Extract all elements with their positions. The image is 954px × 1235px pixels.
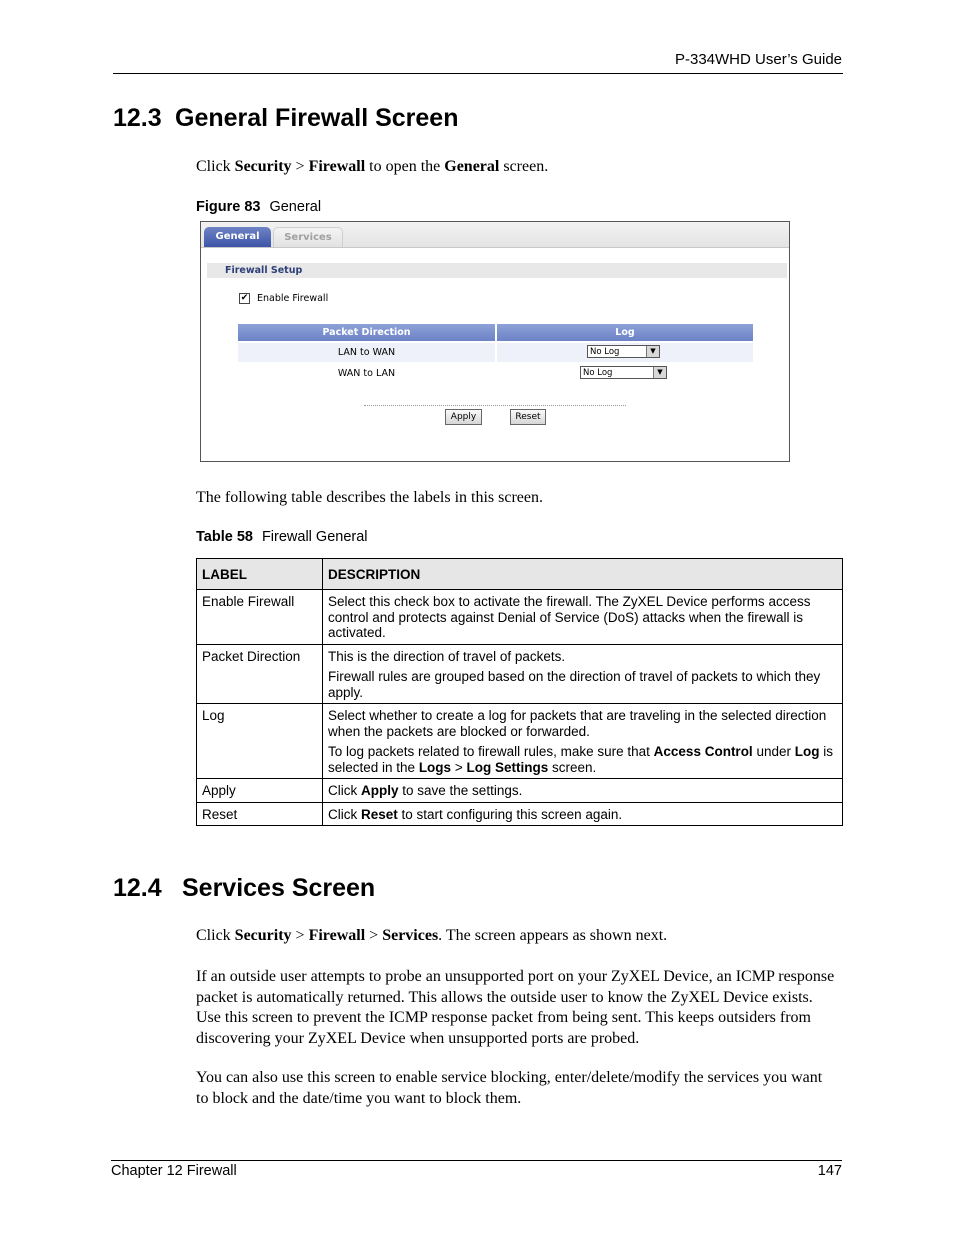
menu-security: Security (234, 927, 292, 944)
term-apply: Apply (361, 783, 399, 798)
text-run: under (752, 744, 795, 759)
figure-label: Figure 83 (196, 199, 261, 215)
table-row (197, 644, 843, 704)
header-rule (113, 73, 843, 74)
text-run: Click (328, 806, 361, 822)
screen-general: General (444, 158, 500, 175)
row-label: Reset (197, 802, 323, 826)
packet-direction-header: Packet Direction (238, 324, 495, 341)
direction-lan-to-wan: LAN to WAN (238, 343, 495, 362)
firewall-setup-header: Firewall Setup (207, 263, 787, 278)
text-run: Click (196, 927, 235, 944)
text-run: is selected in the (328, 744, 833, 775)
text-run: to start configuring this screen again. (397, 806, 623, 822)
menu-firewall: Firewall (308, 927, 366, 944)
tab-services[interactable]: Services (273, 227, 343, 247)
enable-firewall-label: Enable Firewall (257, 293, 329, 304)
select-value: No Log (583, 368, 613, 378)
row-description (323, 590, 843, 645)
footer-chapter: Chapter 12 Firewall (111, 1163, 237, 1179)
row-label: Enable Firewall (197, 590, 323, 645)
table-row (197, 779, 843, 803)
row-label: Apply (197, 779, 323, 803)
section-number: 12.3 (113, 104, 162, 132)
text-run: Click (196, 158, 235, 175)
term-reset: Reset (361, 806, 398, 822)
text-run: . The screen appears as shown next. (438, 927, 668, 944)
services-paragraph-1: If an outside user attempts to probe an unsupported port on your ZyXEL Device, an ICMP response packet is automatically returned. This allows the outside user to know the ZyXEL Device exists. Use this screen to prevent the ICMP response packet from being sent. This keeps outsiders from discovering your ZyXEL Device when unsupported ports are probed. (196, 968, 835, 1047)
term-access-control: Access Control (653, 744, 753, 759)
term-logs: Logs (418, 759, 452, 775)
divider (364, 405, 626, 406)
log-select-lan-to-wan[interactable] (587, 345, 660, 358)
text-run: screen. (499, 158, 549, 175)
table-row (197, 590, 843, 645)
description-text: This is the direction of travel of packets. (328, 648, 566, 664)
text-run: screen. (548, 759, 597, 775)
tab-bar (201, 222, 789, 248)
select-value: No Log (590, 347, 620, 357)
text-run: to save the settings. (398, 783, 523, 798)
section-title: General Firewall Screen (175, 104, 459, 132)
tab-general[interactable]: General (204, 227, 271, 247)
table-row (197, 704, 843, 779)
section-heading-12-3 (113, 104, 458, 133)
row-label: Packet Direction (197, 644, 323, 704)
page-number: 147 (817, 1163, 842, 1179)
text-run: > (291, 927, 309, 944)
menu-security: Security (234, 158, 292, 175)
row-description (323, 704, 843, 779)
term-log-settings: Log Settings (466, 759, 549, 775)
figure-caption-text: General (269, 199, 322, 215)
text-run: > (291, 158, 309, 175)
guide-title: P-334WHD User’s Guide (675, 51, 842, 68)
text-run: To log packets related to firewall rules, make sure that (328, 744, 654, 759)
services-intro (196, 926, 836, 947)
section-title: Services Screen (182, 874, 376, 902)
table-row (197, 802, 843, 826)
enable-firewall-checkbox[interactable]: ✔ (240, 293, 249, 303)
table-label: Table 58 (196, 529, 253, 545)
label-column-header: LABEL (197, 559, 323, 590)
description-text (328, 744, 837, 775)
dropdown-arrow-icon[interactable]: ▼ (653, 367, 666, 378)
reset-button[interactable]: Reset (510, 409, 546, 425)
description-text: Select whether to create a log for packets that are traveling in the selected direction when the packets are blocked or forwarded. (328, 708, 827, 739)
text-run: Click (328, 783, 361, 798)
apply-button[interactable]: Apply (445, 409, 482, 425)
log-select-wan-to-lan[interactable] (580, 366, 667, 379)
text-run: > (451, 759, 467, 775)
row-description (323, 644, 843, 704)
row-label: Log (197, 704, 323, 779)
description-column-header: DESCRIPTION (323, 559, 843, 590)
section-number: 12.4 (113, 874, 162, 902)
description-text: Firewall rules are grouped based on the direction of travel of packets to which they apply. (328, 669, 821, 700)
description-text: Select this check box to activate the firewall. The ZyXEL Device performs access control and protects against Denial of Service (DoS) attacks when the firewall is activated. (328, 594, 811, 640)
intro-paragraph (196, 157, 836, 178)
dropdown-arrow-icon[interactable]: ▼ (646, 346, 659, 357)
direction-wan-to-lan: WAN to LAN (337, 368, 396, 379)
menu-firewall: Firewall (308, 158, 366, 175)
firewall-general-screenshot (200, 221, 790, 462)
figure-caption (196, 199, 321, 215)
firewall-general-table (196, 558, 843, 826)
text-run: > (365, 927, 383, 944)
table-caption (196, 529, 368, 545)
row-description (323, 779, 843, 803)
table-intro: The following table describes the labels in this screen. (196, 489, 544, 506)
log-header: Log (497, 324, 753, 341)
menu-services: Services (382, 927, 439, 944)
section-heading-12-4 (113, 874, 375, 903)
footer-rule (111, 1160, 842, 1161)
text-run: to open the (365, 158, 445, 175)
services-paragraph-2: You can also use this screen to enable service blocking, enter/delete/modify the services you want to block and the date/time you want to block them. (196, 1069, 823, 1107)
row-description (323, 802, 843, 826)
table-caption-text: Firewall General (261, 529, 368, 545)
table-header-row (197, 559, 843, 590)
term-log: Log (794, 744, 820, 759)
